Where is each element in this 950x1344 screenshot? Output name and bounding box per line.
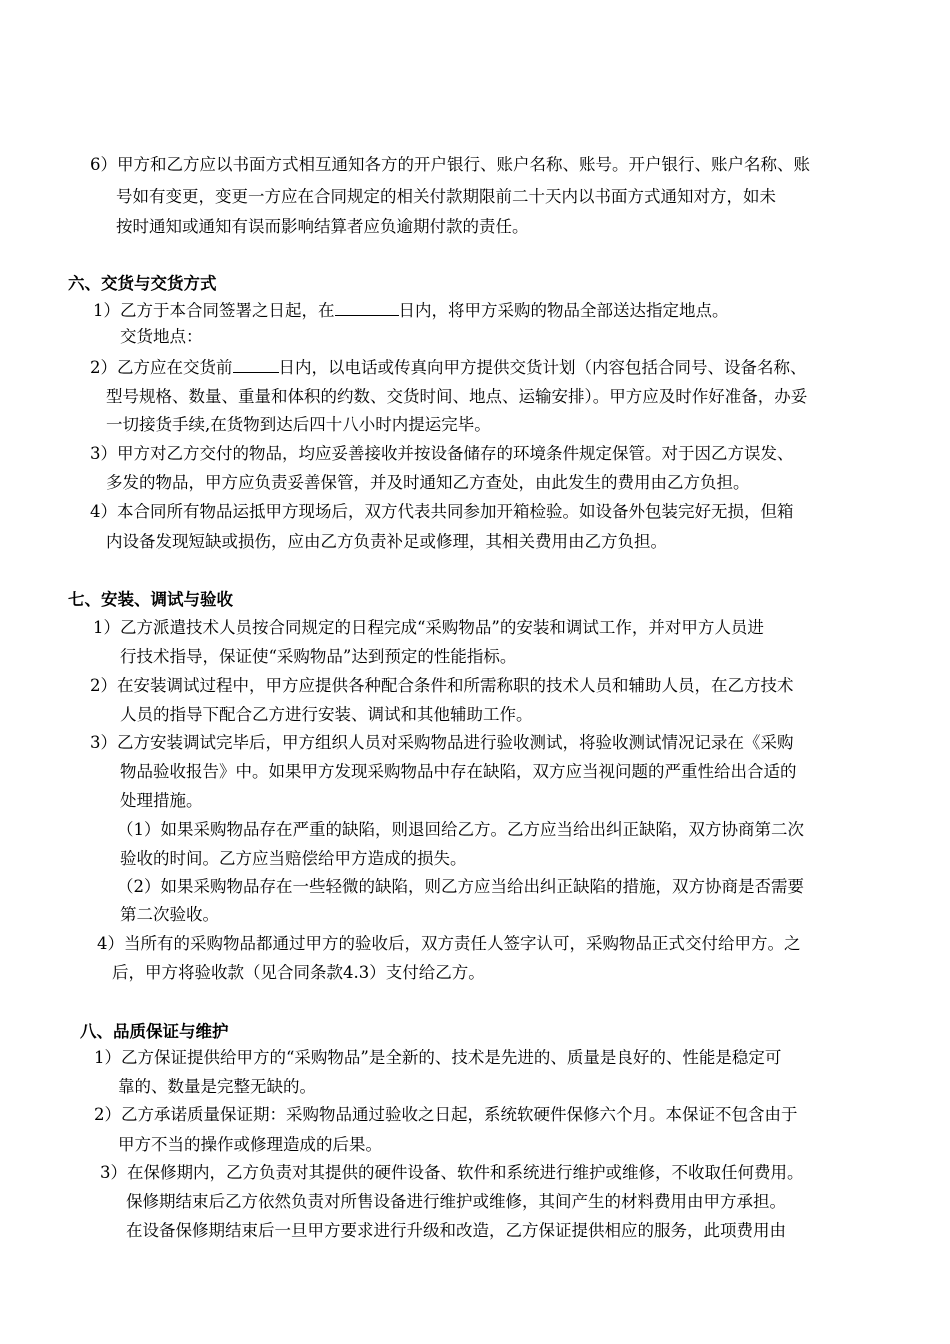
sec8-p2-line-2: 甲方不当的操作或修理造成的后果。 — [118, 1135, 382, 1154]
section-heading-6: 六、交货与交货方式 — [68, 274, 217, 293]
sec8-p2-line-1: 2）乙方承诺质量保证期：采购物品通过验收之日起，系统软硬件保修六个月。本保证不包含由于 — [94, 1105, 798, 1124]
sec6-p3-line-1: 3）甲方对乙方交付的物品，均应妥善接收并按设备储存的环境条件规定保管。对于因乙方误发、 — [90, 444, 794, 463]
sec8-p1-line-1: 1）乙方保证提供给甲方的“采购物品”是全新的、技术是先进的、质量是良好的、性能是稳定可 — [94, 1048, 782, 1067]
sec6-p2-line-3: 一切接货手续,在货物到达后四十八小时内提运完毕。 — [106, 415, 491, 434]
sec7-s2-line-2: 第二次验收。 — [120, 905, 219, 924]
sec7-p1-line-2: 行技术指导，保证使“采购物品”达到预定的性能指标。 — [120, 647, 517, 666]
sec6-p2-text-b: 日内，以电话或传真向甲方提供交货计划（内容包括合同号、设备名称、 — [278, 358, 807, 377]
sec7-p3-line-2: 物品验收报告》中。如果甲方发现采购物品中存在缺陷，双方应当视问题的严重性给出合适的 — [120, 762, 797, 781]
sec7-p2-line-1: 2）在安装调试过程中，甲方应提供各种配合条件和所需称职的技术人员和辅助人员，在乙方技术 — [90, 676, 794, 695]
sec6-p2-line-1 — [90, 356, 807, 378]
sec7-s1-line-1: （1）如果采购物品存在严重的缺陷，则退回给乙方。乙方应当给出纠正缺陷，双方协商第二次 — [117, 820, 804, 839]
sec6-p2-text-a: 2）乙方应在交货前 — [90, 358, 233, 377]
sec8-p3-line-3: 在设备保修期结束后一旦甲方要求进行升级和改造，乙方保证提供相应的服务，此项费用由 — [126, 1221, 786, 1240]
sec6-p1-line-2: 交货地点： — [120, 327, 203, 346]
sec6-p4-line-2: 内设备发现短缺或损伤，应由乙方负责补足或修理，其相关费用由乙方负担。 — [106, 532, 667, 551]
sec8-p1-line-2: 靠的、数量是完整无缺的。 — [118, 1077, 316, 1096]
sec7-p4-line-1: 4）当所有的采购物品都通过甲方的验收后，双方责任人签字认可，采购物品正式交付给甲方。之 — [97, 934, 801, 953]
sec7-s1-line-2: 验收的时间。乙方应当赔偿给甲方造成的损失。 — [120, 849, 467, 868]
section-heading-7: 七、安装、调试与验收 — [68, 590, 233, 609]
sec7-p4-line-2: 后，甲方将验收款（见合同条款4.3）支付给乙方。 — [112, 963, 485, 982]
sec7-s2-line-1: （2）如果采购物品存在一些轻微的缺陷，则乙方应当给出纠正缺陷的措施，双方协商是否需要 — [117, 877, 804, 896]
sec6-p1-text-b: 日内，将甲方采购的物品全部送达指定地点。 — [398, 301, 729, 320]
sec7-p2-line-2: 人员的指导下配合乙方进行安装、调试和其他辅助工作。 — [120, 705, 533, 724]
sec6-p1-text-a: 1）乙方于本合同签署之日起，在 — [93, 301, 335, 320]
sec7-p1-line-1: 1）乙方派遣技术人员按合同规定的日程完成“采购物品”的安装和调试工作，并对甲方人员进 — [93, 618, 764, 637]
sec6-p3-line-2: 多发的物品，甲方应负责妥善保管，并及时通知乙方查处，由此发生的费用由乙方负担。 — [106, 473, 750, 492]
sec6-p1-line-1 — [93, 299, 729, 321]
sec6-p2-line-2: 型号规格、数量、重量和体积的约数、交货时间、地点、运输安排）。甲方应及时作好准备，办妥 — [106, 387, 808, 406]
section-heading-8: 八、品质保证与维护 — [80, 1022, 229, 1041]
sec6-p1-blank — [335, 299, 399, 316]
sec5-p6-line-2: 号如有变更，变更一方应在合同规定的相关付款期限前二十天内以书面方式通知对方，如未 — [116, 187, 776, 206]
sec7-p3-line-3: 处理措施。 — [120, 791, 203, 810]
sec5-p6-line-3: 按时通知或通知有误而影响结算者应负逾期付款的责任。 — [116, 217, 529, 236]
sec6-p4-line-1: 4）本合同所有物品运抵甲方现场后，双方代表共同参加开箱检验。如设备外包装完好无损，但箱 — [90, 502, 794, 521]
sec6-p2-blank — [233, 356, 279, 373]
sec8-p3-line-1: 3）在保修期内，乙方负责对其提供的硬件设备、软件和系统进行维护或维修，不收取任何费用。 — [100, 1163, 804, 1182]
sec5-p6-line-1: 6）甲方和乙方应以书面方式相互通知各方的开户银行、账户名称、账号。开户银行、账户名称、账 — [90, 155, 810, 174]
sec7-p3-line-1: 3）乙方安装调试完毕后，甲方组织人员对采购物品进行验收测试，将验收测试情况记录在《采购 — [90, 733, 794, 752]
sec8-p3-line-2: 保修期结束后乙方依然负责对所售设备进行维护或维修，其间产生的材料费用由甲方承担。 — [126, 1192, 786, 1211]
